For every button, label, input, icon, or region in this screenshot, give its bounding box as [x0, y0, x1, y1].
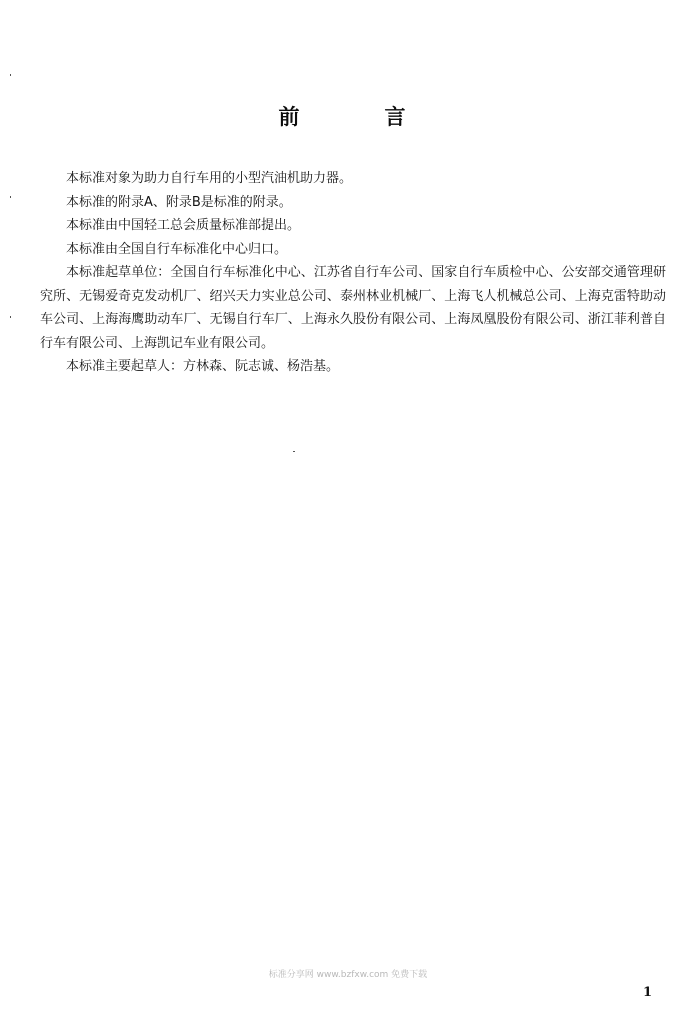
paragraph-proposer: 本标准由中国轻工总会质量标准部提出。 [66, 218, 301, 233]
scan-speck [10, 196, 11, 198]
paragraph-drafting-units: 本标准起草单位：全国自行车标准化中心、江苏省自行车公司、国家自行车质检中心、公安部交通管理研究所、无锡爱奇克发动机厂、绍兴天力实业总公司、泰州林业机械厂、上海飞人机械总公司、上海克雷特助动车公司、上海海鹰助动车厂、无锡自行车厂、上海永久股份有限公司、上海凤凰股份有限公司、浙江菲利普自行车有限公司、上海凯记车业有限公司。 [40, 265, 666, 351]
scan-speck [10, 74, 11, 76]
page-title: 前 言 [278, 105, 438, 129]
scan-speck [10, 316, 11, 318]
scan-speck [293, 451, 295, 452]
paragraph-drafters: 本标准主要起草人：方林森、阮志诚、杨浩基。 [66, 359, 340, 374]
page-number: 1 [643, 985, 653, 1000]
paragraph-administrator: 本标准由全国自行车标准化中心归口。 [66, 241, 288, 257]
foreword-body [40, 167, 666, 379]
paragraph-scope: 本标准对象为助力自行车用的小型汽油机助力器。 [66, 171, 353, 186]
watermark-text: 标准分享网 www.bzfxw.com 免费下载 [268, 970, 428, 980]
paragraph-appendix: 本标准的附录A、附录B是标准的附录。 [66, 194, 292, 210]
